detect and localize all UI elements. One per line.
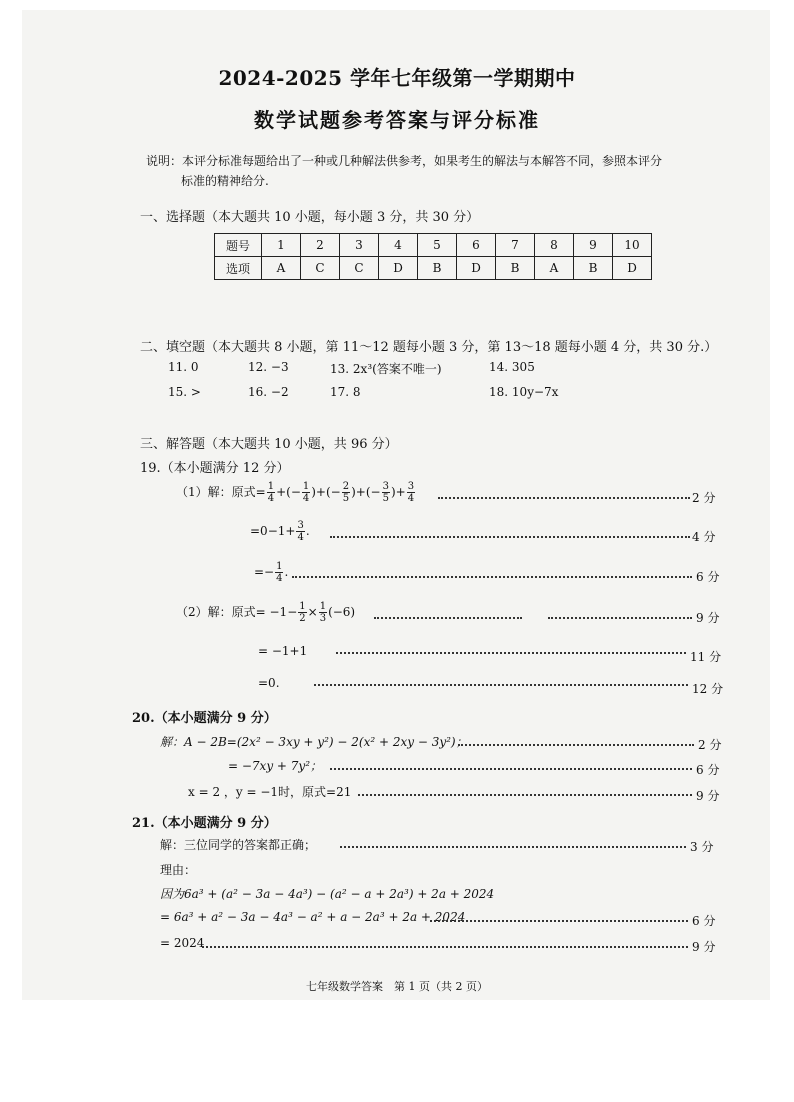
table-cell: 9 xyxy=(574,234,613,257)
table-cell: B xyxy=(574,257,613,280)
section3-heading: 三、解答题（本大题共 10 小题，共 96 分） xyxy=(140,437,398,452)
table-header-cell: 选项 xyxy=(215,257,262,280)
table-cell: B xyxy=(418,257,457,280)
table-cell: 6 xyxy=(457,234,496,257)
table-cell: 3 xyxy=(340,234,379,257)
dotted-leader xyxy=(340,846,686,848)
note-line2: 标准的精神给分. xyxy=(181,174,269,188)
table-row xyxy=(215,234,652,257)
score-mark: 9 分 xyxy=(692,940,716,954)
fill-answer-15: 15. > xyxy=(168,385,201,399)
q21-line4: = 6a³ + a² − 3a − 4a³ − a² + a − 2a³ + 2a + 2024 xyxy=(160,910,466,924)
fill-answer-11: 11. 0 xyxy=(168,360,199,374)
table-cell: A xyxy=(535,257,574,280)
score-mark: 6 分 xyxy=(692,914,716,928)
fill-answer-14: 14. 305 xyxy=(489,360,535,374)
table-cell: 10 xyxy=(613,234,652,257)
score-mark: 2 分 xyxy=(698,738,722,752)
choice-answer-table xyxy=(214,233,652,280)
score-mark: 2 分 xyxy=(692,491,716,505)
section2-heading: 二、填空题（本大题共 8 小题，第 11～12 题每小题 3 分，第 13～18 题每小题 4 分，共 30 分.） xyxy=(140,340,718,355)
score-mark: 12 分 xyxy=(692,682,724,696)
table-cell: C xyxy=(340,257,379,280)
score-mark: 4 分 xyxy=(692,530,716,544)
score-mark: 3 分 xyxy=(690,840,714,854)
dotted-leader xyxy=(430,920,688,922)
table-cell: D xyxy=(379,257,418,280)
dotted-leader xyxy=(358,794,692,796)
q21-title: 21.（本小题满分 9 分） xyxy=(132,816,277,831)
score-mark: 6 分 xyxy=(696,570,720,584)
fill-answer-18: 18. 10y−7x xyxy=(489,385,559,399)
doc-title: 2024-2025 学年七年级第一学期期中 xyxy=(218,66,576,90)
table-cell: 7 xyxy=(496,234,535,257)
dotted-leader xyxy=(330,768,692,770)
dotted-leader xyxy=(548,617,692,619)
q19-part1-line3: =− $\frac{1}{4}$ . xyxy=(254,561,289,584)
table-cell: 2 xyxy=(301,234,340,257)
dotted-leader xyxy=(336,652,686,654)
q21-line3: 因为6a³ + (a² − 3a − 4a³) − (a² − a + 2a³) + 2a + 2024 xyxy=(160,887,495,901)
q19-part2-line3: =0. xyxy=(258,676,280,690)
score-mark: 9 分 xyxy=(696,789,720,803)
q21-line1: 解：三位同学的答案都正确； xyxy=(160,838,317,852)
table-header-cell: 题号 xyxy=(215,234,262,257)
q19-part2-line2: = −1+1 xyxy=(258,644,308,658)
dotted-leader xyxy=(292,576,692,578)
q20-title: 20.（本小题满分 9 分） xyxy=(132,711,277,726)
fill-answer-17: 17. 8 xyxy=(330,385,361,399)
score-mark: 6 分 xyxy=(696,763,720,777)
score-mark: 9 分 xyxy=(696,611,720,625)
table-cell: A xyxy=(262,257,301,280)
q19-title: 19.（本小题满分 12 分） xyxy=(140,461,290,476)
page-footer: 七年级数学答案 第 1 页（共 2 页） xyxy=(306,980,488,993)
fill-answer-12: 12. −3 xyxy=(248,360,289,374)
score-mark: 11 分 xyxy=(690,650,722,664)
dotted-leader xyxy=(438,497,690,499)
q20-line1: 解：A − 2B=(2x² − 3xy + y²) − 2(x² + 2xy − 3y²)； xyxy=(160,735,468,749)
q19-part2-line1: （2）解：原式= −1− $\frac{1}{2}$ × $\frac{1}{3}$ (−6) xyxy=(176,601,356,624)
q19-part1-line2: =0−1+ $\frac{3}{4}$ . xyxy=(250,520,310,543)
table-row xyxy=(215,257,652,280)
table-cell: 1 xyxy=(262,234,301,257)
dotted-leader xyxy=(374,617,522,619)
fill-answer-13: 13. 2x³(答案不唯一) xyxy=(330,362,442,376)
table-cell: 8 xyxy=(535,234,574,257)
table-cell: 4 xyxy=(379,234,418,257)
q20-line2: = −7xy + 7y²； xyxy=(228,759,323,773)
dotted-leader xyxy=(330,536,690,538)
q21-line2: 理由： xyxy=(160,863,197,877)
dotted-leader xyxy=(202,946,688,948)
dotted-leader xyxy=(458,744,694,746)
fill-answer-16: 16. −2 xyxy=(248,385,289,399)
table-cell: B xyxy=(496,257,535,280)
q20-line3: x = 2 ，y = −1时，原式=21 xyxy=(188,785,352,799)
q19-part1-line1: （1）解：原式= $\frac{1}{4}$ +(− $\frac{1}{4}$ )+(− $\frac{2}{5}$ )+(− $\frac{3}{5}$ )+ $\frac{3}{4}$ xyxy=(176,481,415,504)
dotted-leader xyxy=(314,684,688,686)
section1-heading: 一、选择题（本大题共 10 小题，每小题 3 分，共 30 分） xyxy=(140,210,480,225)
table-cell: 5 xyxy=(418,234,457,257)
table-cell: D xyxy=(613,257,652,280)
note-line1: 说明：本评分标准每题给出了一种或几种解法供参考，如果考生的解法与本解答不同，参照本评分 xyxy=(146,154,663,168)
q21-line5: = 2024 xyxy=(160,936,205,950)
table-cell: D xyxy=(457,257,496,280)
table-cell: C xyxy=(301,257,340,280)
doc-subtitle: 数学试题参考答案与评分标准 xyxy=(254,108,540,132)
